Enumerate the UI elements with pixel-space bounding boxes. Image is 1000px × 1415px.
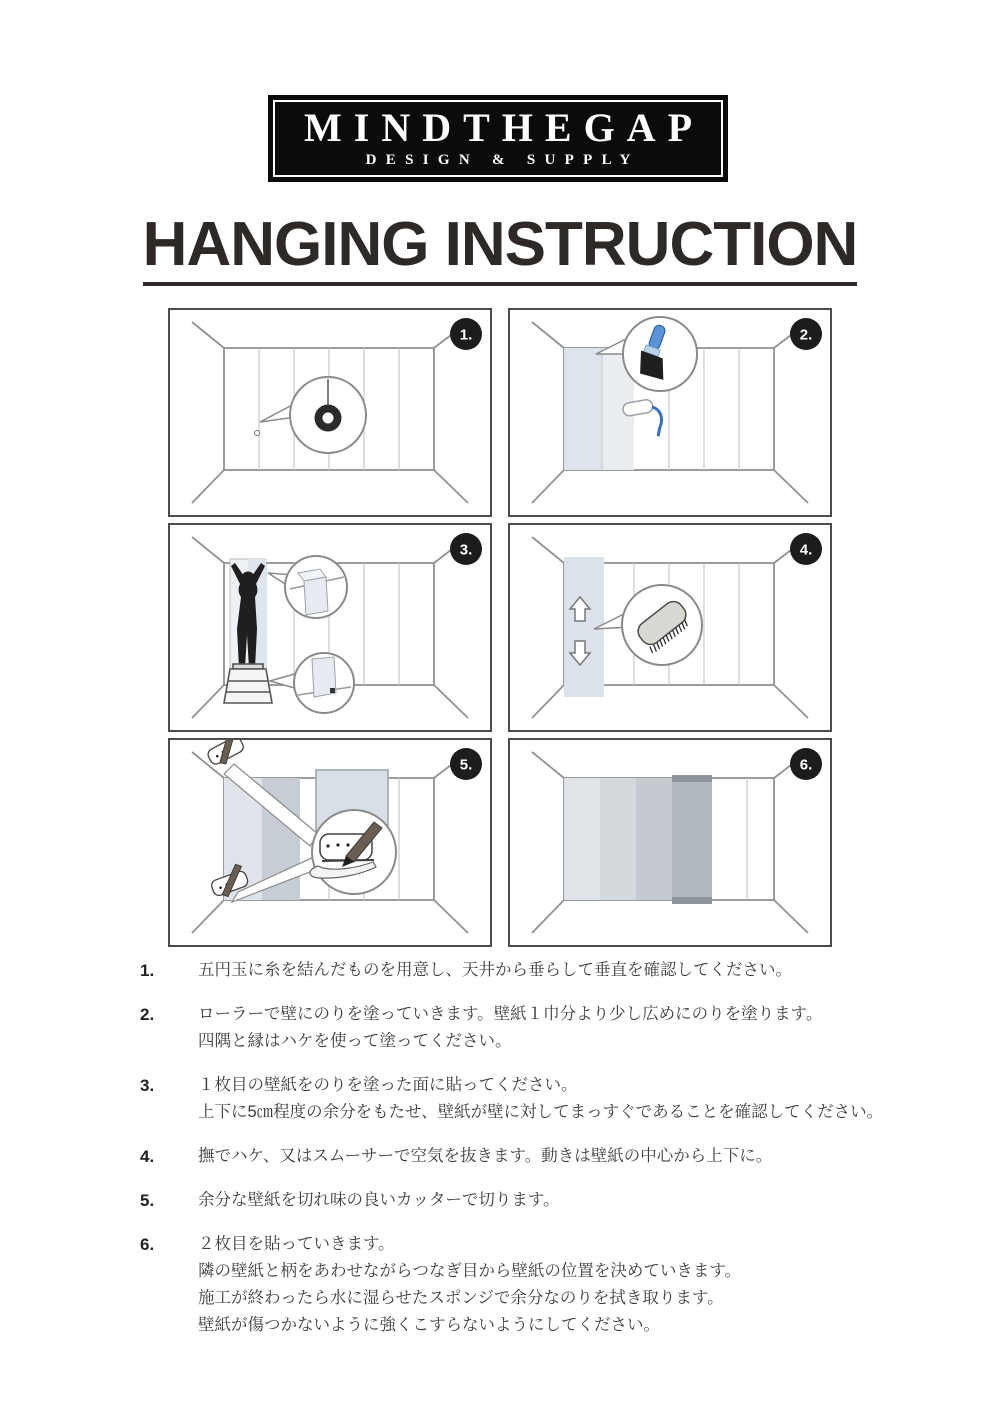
- illustration-grid: [168, 308, 832, 947]
- panel-3-illustration: [170, 525, 490, 730]
- panel-number-badge: [790, 748, 822, 780]
- instruction-step-3: [140, 1072, 885, 1126]
- svg-text:2.: 2.: [799, 326, 813, 344]
- brand-name: MINDTHEGAP: [304, 105, 704, 150]
- brand-logo-frame: [273, 100, 723, 177]
- svg-text:3.: 3.: [459, 541, 473, 559]
- panel-number-badge: [790, 318, 822, 350]
- svg-text:5.: 5.: [459, 756, 473, 774]
- panel-1-illustration: [170, 310, 490, 515]
- step-ladder-icon: [224, 664, 272, 703]
- panel-4-illustration: [510, 525, 830, 730]
- step-line: ２枚目を貼っていきます。: [198, 1235, 395, 1253]
- panel-1: [168, 308, 492, 517]
- page-title: HANGING INSTRUCTION: [143, 212, 858, 286]
- panel-5-illustration: [170, 740, 490, 945]
- brand-logo: [268, 95, 728, 182]
- step-number: 3.: [140, 1076, 155, 1095]
- step-line: ローラーで壁にのりを塗っていきます。壁紙１巾分より少し広めにのりを塗ります。: [198, 1005, 823, 1023]
- svg-text:1.: 1.: [459, 326, 473, 344]
- step-line: 上下に5㎝程度の余分をもたせ、壁紙が壁に対してまっすぐであることを確認してください。: [198, 1103, 884, 1121]
- step-line: 四隅と縁はハケを使って塗ってください。: [198, 1032, 512, 1050]
- instruction-step-4: [140, 1143, 885, 1170]
- step-text: [198, 1072, 883, 1126]
- panel-number-badge: [450, 533, 482, 565]
- step-number: 4.: [140, 1147, 155, 1166]
- finished-strips-icon: [564, 775, 712, 904]
- step-number: 5.: [140, 1191, 155, 1210]
- panel-3: [168, 523, 492, 732]
- instruction-step-2: [140, 1001, 885, 1055]
- svg-text:6.: 6.: [799, 756, 813, 774]
- step-line: 撫でハケ、又はスムーサーで空気を抜きます。動きは壁紙の中心から上下に。: [198, 1147, 773, 1165]
- step-number: 2.: [140, 1005, 155, 1024]
- step-line: 隣の壁紙と柄をあわせながらつなぎ目から壁紙の位置を決めていきます。: [198, 1262, 742, 1280]
- step-number: 1.: [140, 961, 155, 980]
- plumb-point: [255, 431, 260, 436]
- instruction-step-6: [140, 1231, 885, 1339]
- panel-6: [508, 738, 832, 947]
- step-text: [198, 957, 792, 984]
- step-line: １枚目の壁紙をのりを塗った面に貼ってください。: [198, 1076, 578, 1094]
- step-line: 壁紙が傷つかないように強くこすらないようにしてください。: [198, 1316, 660, 1334]
- panel-2: [508, 308, 832, 517]
- step-text: [198, 1187, 560, 1214]
- step-line: 五円玉に糸を結んだものを用意し、天井から垂らして垂直を確認してください。: [198, 961, 792, 979]
- step-line: 余分な壁紙を切れ味の良いカッターで切ります。: [198, 1191, 560, 1209]
- instruction-step-1: [140, 957, 885, 984]
- panel-4: [508, 523, 832, 732]
- panel-6-illustration: [510, 740, 830, 945]
- step-number: 6.: [140, 1235, 155, 1254]
- instruction-list: [140, 957, 885, 1356]
- step-text: [198, 1001, 822, 1055]
- panel-2-illustration: [510, 310, 830, 515]
- instruction-step-5: [140, 1187, 885, 1214]
- svg-text:4.: 4.: [799, 541, 813, 559]
- panel-number-badge: [450, 748, 482, 780]
- page-title-row: [0, 212, 1000, 286]
- panel-5: [168, 738, 492, 947]
- step-text: [198, 1231, 741, 1339]
- panel-number-badge: [450, 318, 482, 350]
- step-text: [198, 1143, 772, 1170]
- panel-number-badge: [790, 533, 822, 565]
- brand-tagline: DESIGN & SUPPLY: [365, 152, 640, 168]
- step-line: 施工が終わったら水に湿らせたスポンジで余分なのりを拭き取ります。: [198, 1289, 724, 1307]
